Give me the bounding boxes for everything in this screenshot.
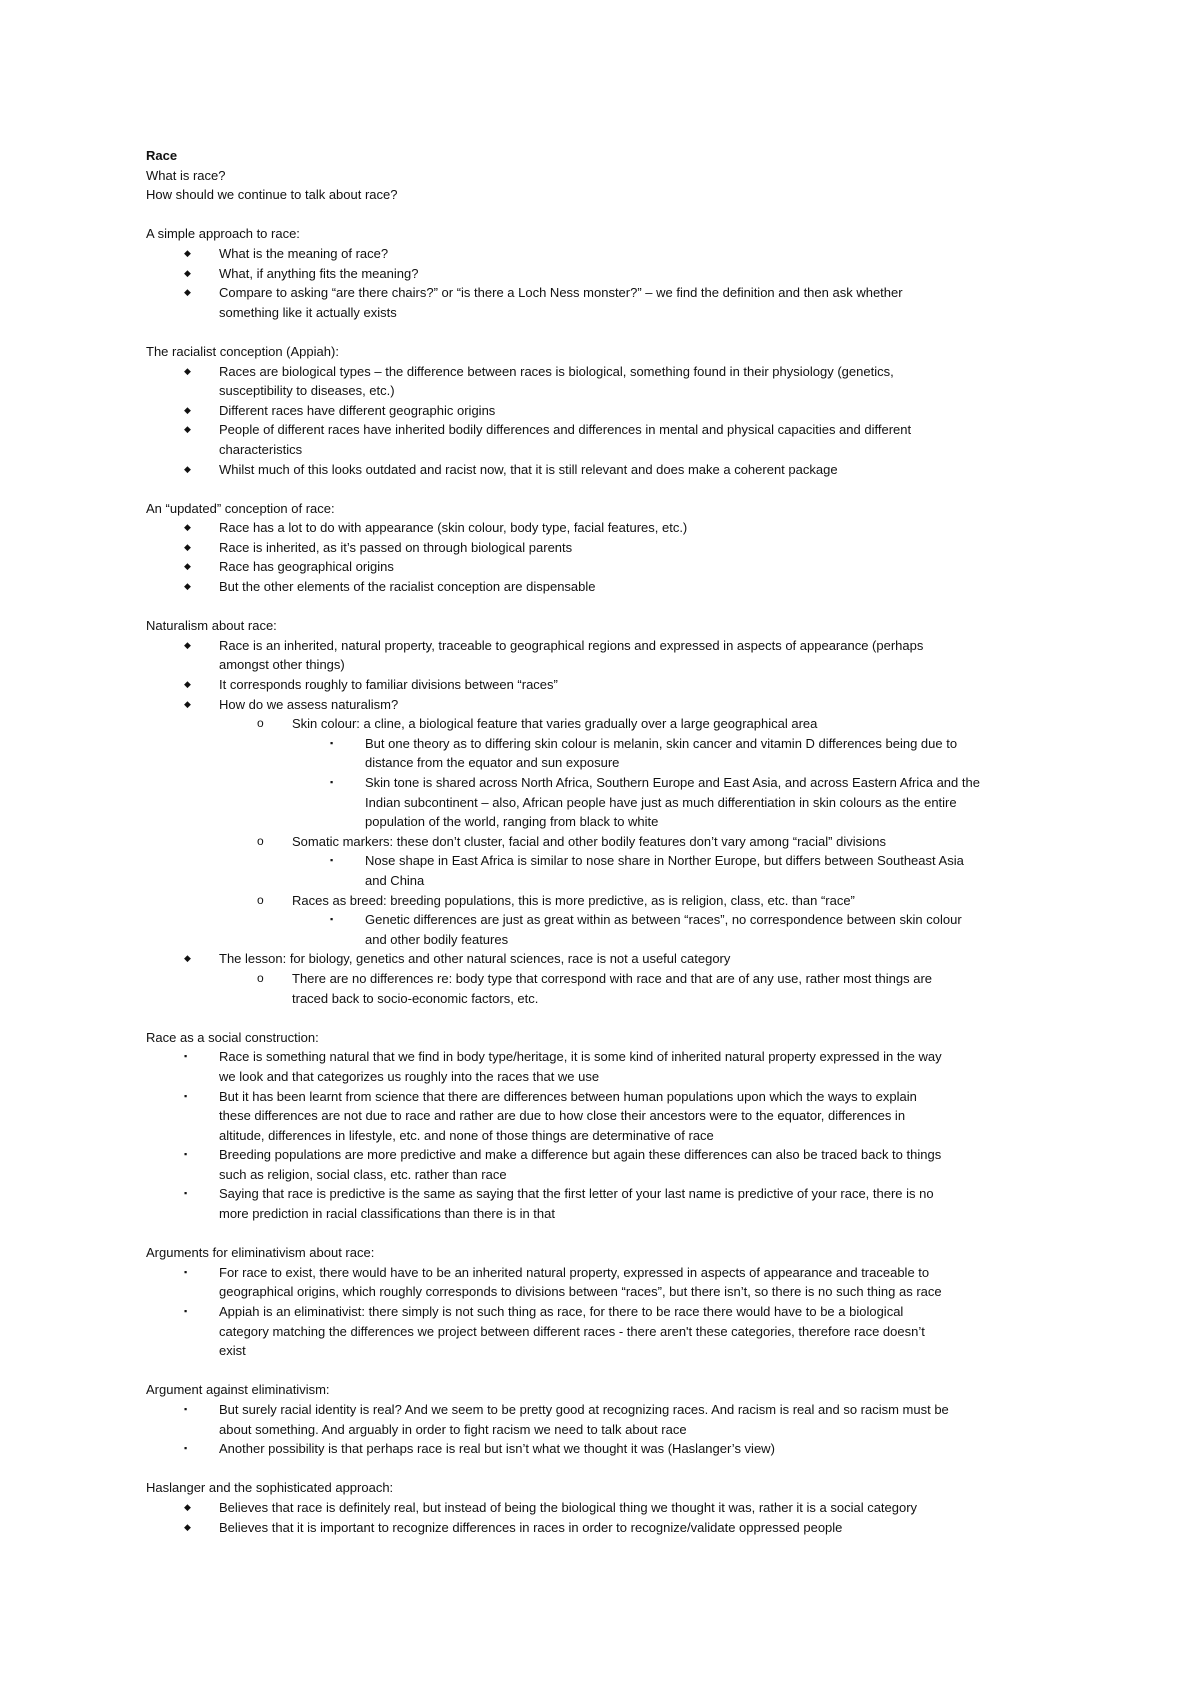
list-item — [146, 1302, 1066, 1361]
list-item-text: Another possibility is that perhaps race is real but isn’t what we thought it was (Haslanger’s view) — [219, 1441, 775, 1457]
list-item — [146, 1047, 1066, 1086]
bullet-icon: ▪ — [330, 777, 334, 787]
bullet-icon: ▪ — [184, 1404, 188, 1414]
list-item-text: Compare to asking “are there chairs?” or “is there a Loch Ness monster?” – we find the definition and then ask whether — [219, 285, 903, 301]
bullet-icon: o — [257, 970, 264, 985]
bullet-icon: ◆ — [184, 463, 191, 474]
list-item — [146, 695, 1066, 715]
bullet-icon: ▪ — [330, 737, 334, 748]
bullet-icon: ◆ — [184, 679, 191, 690]
list-item — [146, 1518, 1066, 1538]
list-item — [146, 460, 1066, 480]
section-spacer — [146, 1224, 1066, 1244]
list-item — [146, 401, 1066, 421]
section-spacer — [146, 597, 1066, 617]
intro-line: How should we continue to talk about race? — [146, 187, 398, 203]
list-item — [146, 636, 1066, 675]
list-item — [146, 1498, 1066, 1518]
list-item-text: and China — [365, 872, 425, 888]
bullet-icon: ▪ — [184, 1188, 188, 1199]
list-item-text: more prediction in racial classifications than there is in that — [219, 1206, 555, 1222]
bullet-icon: ▪ — [330, 855, 334, 866]
list-item-text: Race is an inherited, natural property, traceable to geographical regions and expressed in aspects of appearance (perhaps — [219, 637, 924, 653]
list-item-text: traced back to socio-economic factors, etc. — [292, 990, 539, 1006]
list-item — [146, 1439, 1066, 1459]
notes-body — [146, 205, 1066, 1537]
list-item-text: about something. And arguably in order to fight racism we need to talk about race — [219, 1421, 687, 1437]
document-page — [146, 146, 1066, 1537]
list-item-text: Breeding populations are more predictive and make a difference but again these differences can also be traced back to things — [219, 1147, 942, 1163]
list-item — [146, 1087, 1066, 1146]
list-item-text: geographical origins, which roughly corresponds to divisions between “races”, but there isn’t, so there is no such thing as race — [219, 1284, 942, 1300]
bullet-icon: ◆ — [184, 424, 191, 435]
section-heading: Argument against eliminativism: — [146, 1382, 330, 1398]
list-item-text: Races as breed: breeding populations, this is more predictive, as is religion, class, etc. than “race” — [292, 892, 855, 908]
list-item-text: Believes that race is definitely real, but instead of being the biological thing we thought it was, rather it is a social category — [219, 1499, 918, 1515]
list-item-text: Saying that race is predictive is the same as saying that the first letter of your last name is predictive of your race, there is no — [219, 1186, 934, 1202]
list-item — [146, 244, 1066, 264]
bullet-icon: o — [257, 716, 264, 731]
section-heading: Arguments for eliminativism about race: — [146, 1245, 375, 1261]
list-item-text: But one theory as to differing skin colour is melanin, skin cancer and vitamin D differences being due to — [365, 735, 958, 751]
bullet-icon: ◆ — [184, 522, 191, 533]
list-item — [146, 910, 1066, 949]
list-item — [146, 891, 1066, 911]
bullet-icon: ◆ — [184, 287, 191, 298]
list-item-text: these differences are not due to race and rather are due to how close their ancestors were to the equator, differences in — [219, 1108, 906, 1124]
section-spacer — [146, 1008, 1066, 1028]
bullet-icon: ◆ — [184, 581, 191, 592]
list-item — [146, 675, 1066, 695]
bullet-icon: ◆ — [184, 1521, 191, 1532]
section-heading: Race as a social construction: — [146, 1029, 319, 1045]
list-item-text: such as religion, social class, etc. rather than race — [219, 1166, 507, 1182]
list-item-text: But the other elements of the racialist conception are dispensable — [219, 579, 596, 595]
list-item-text: Race is something natural that we find in body type/heritage, it is some kind of inherited natural property expressed in the way — [219, 1049, 942, 1065]
list-item-text: altitude, differences in lifestyle, etc. and none of those things are determinative of race — [219, 1127, 714, 1143]
list-item-text: People of different races have inherited bodily differences and differences in mental and physical capacities and different — [219, 422, 912, 438]
list-item-text: Different races have different geographic origins — [219, 402, 496, 418]
bullet-icon: ◆ — [184, 247, 191, 258]
bullet-icon: ◆ — [184, 953, 191, 964]
list-item-text: Indian subcontinent – also, African people have just as much differentiation in skin colours as the entire — [365, 794, 957, 810]
bullet-icon: ◆ — [184, 541, 191, 552]
list-item-text: susceptibility to diseases, etc.) — [219, 383, 395, 399]
bullet-icon: ◆ — [184, 698, 191, 709]
list-item — [146, 851, 1066, 890]
list-item-text: What is the meaning of race? — [219, 245, 389, 261]
bullet-icon: ▪ — [184, 1306, 188, 1317]
list-item-text: Appiah is an eliminativist: there simply is not such thing as race, for there to be race there would have to be a biological — [219, 1304, 904, 1320]
list-item-text: Races are biological types – the difference between races is biological, something found in their physiology (genetics, — [219, 363, 894, 379]
section-spacer — [146, 205, 1066, 225]
section-spacer — [146, 1459, 1066, 1479]
list-item — [146, 734, 1066, 773]
list-item-text: Believes that it is important to recognize differences in races in order to recognize/validate oppressed people — [219, 1519, 843, 1535]
list-item-text: Race has a lot to do with appearance (skin colour, body type, facial features, etc.) — [219, 520, 688, 536]
list-item-text: But surely racial identity is real? And we seem to be pretty good at recognizing races. And racism is real and so racism must be — [219, 1402, 949, 1417]
list-item — [146, 577, 1066, 597]
list-item — [146, 557, 1066, 577]
section-heading: The racialist conception (Appiah): — [146, 343, 339, 359]
list-item-text: Nose shape in East Africa is similar to nose share in Norther Europe, but differs between Southeast Asia — [365, 853, 964, 869]
list-item-text: Race has geographical origins — [219, 559, 394, 575]
list-item-text: For race to exist, there would have to be an inherited natural property, expressed in aspects of appearance and traceable to — [219, 1264, 930, 1280]
bullet-icon: ▪ — [330, 914, 334, 925]
bullet-icon: o — [257, 892, 264, 907]
list-item-text: Race is inherited, as it’s passed on through biological parents — [219, 539, 573, 555]
list-item-text: How do we assess naturalism? — [219, 696, 399, 712]
list-item — [146, 773, 1066, 832]
list-item-text: we look and that categorizes us roughly into the races that we use — [219, 1068, 600, 1084]
section-heading: An “updated” conception of race: — [146, 500, 335, 516]
section-heading: Naturalism about race: — [146, 618, 277, 634]
list-item — [146, 1263, 1066, 1302]
list-item-text: Whilst much of this looks outdated and racist now, that it is still relevant and does make a coherent package — [219, 461, 838, 477]
list-item-text: Skin tone is shared across North Africa, Southern Europe and East Asia, and across Eastern Africa and the — [365, 775, 980, 790]
list-item-text: What, if anything fits the meaning? — [219, 265, 419, 281]
document-title: Race — [146, 148, 178, 163]
list-item-text: The lesson: for biology, genetics and other natural sciences, race is not a useful category — [219, 951, 731, 967]
section-spacer — [146, 322, 1066, 342]
list-item-text: Somatic markers: these don’t cluster, facial and other bodily features don’t vary among “racial” divisions — [292, 833, 886, 849]
list-item — [146, 264, 1066, 284]
list-item — [146, 1145, 1066, 1184]
list-item-text: and other bodily features — [365, 931, 509, 947]
bullet-icon: ◆ — [184, 365, 191, 376]
section-spacer — [146, 479, 1066, 499]
list-item-text: population of the world, ranging from black to white — [365, 814, 659, 830]
list-item-text: exist — [219, 1343, 246, 1359]
list-item — [146, 420, 1066, 459]
list-item-text: amongst other things) — [219, 657, 345, 673]
list-item-text: Genetic differences are just as great within as between “races”, no correspondence between skin colour — [365, 912, 962, 928]
bullet-icon: o — [257, 833, 264, 848]
bullet-icon: ◆ — [184, 639, 191, 650]
bullet-icon: ◆ — [184, 561, 191, 572]
list-item-text: something like it actually exists — [219, 304, 397, 320]
section-heading: Haslanger and the sophisticated approach: — [146, 1480, 394, 1496]
section-spacer — [146, 1361, 1066, 1381]
list-item-text: category matching the differences we project between different races - there aren't these categories, therefore race doesn’t — [219, 1323, 925, 1339]
bullet-icon: ◆ — [184, 267, 191, 278]
list-item-text: There are no differences re: body type that correspond with race and that are of any use, rather most things are — [292, 970, 933, 986]
list-item — [146, 832, 1066, 852]
list-item — [146, 1400, 1066, 1439]
list-item — [146, 283, 1066, 322]
bullet-icon: ◆ — [184, 1501, 191, 1512]
section-heading: A simple approach to race: — [146, 226, 300, 242]
list-item-text: It corresponds roughly to familiar divisions between “races” — [219, 677, 558, 693]
intro-line: What is race? — [146, 167, 226, 183]
bullet-icon: ▪ — [184, 1149, 188, 1160]
list-item — [146, 969, 1066, 1008]
list-item — [146, 714, 1066, 734]
bullet-icon: ▪ — [184, 1443, 188, 1454]
bullet-icon: ◆ — [184, 404, 191, 415]
list-item — [146, 1184, 1066, 1223]
bullet-icon: ▪ — [184, 1266, 188, 1277]
bullet-icon: ▪ — [184, 1051, 188, 1062]
list-item — [146, 362, 1066, 401]
list-item-text: distance from the equator and sun exposure — [365, 755, 620, 771]
list-item — [146, 538, 1066, 558]
list-item-text: characteristics — [219, 441, 303, 457]
list-item-text: Skin colour: a cline, a biological feature that varies gradually over a large geographical area — [292, 716, 818, 732]
list-item — [146, 518, 1066, 538]
list-item-text: But it has been learnt from science that there are differences between human populations upon which the ways to explain — [219, 1088, 917, 1104]
bullet-icon: ▪ — [184, 1090, 188, 1101]
list-item — [146, 949, 1066, 969]
